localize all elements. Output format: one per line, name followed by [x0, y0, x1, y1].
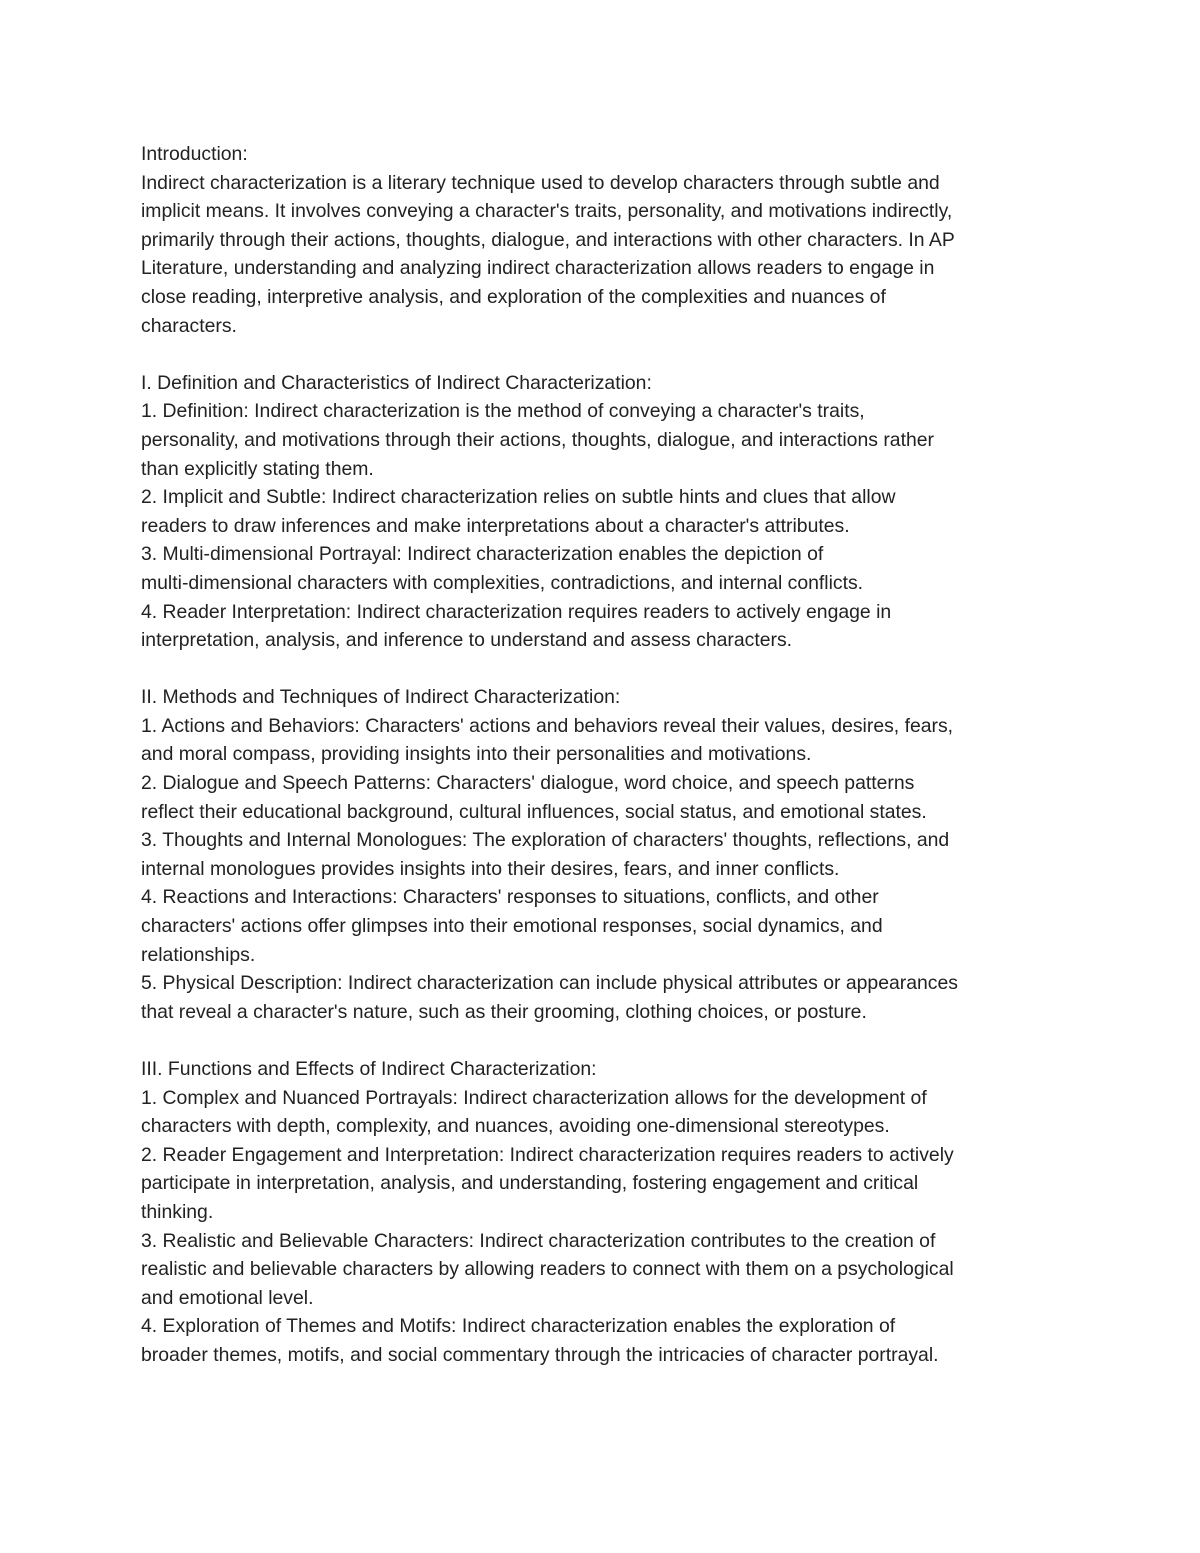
section-3-line: participate in interpretation, analysis, and understanding, fostering engagement and critical [141, 1172, 919, 1195]
section-3-line: realistic and believable characters by allowing readers to connect with them on a psychological [141, 1258, 954, 1281]
section-2-line: characters' actions offer glimpses into their emotional responses, social dynamics, and [141, 915, 883, 938]
section-2-line: 2. Dialogue and Speech Patterns: Characters' dialogue, word choice, and speech patterns [141, 772, 915, 795]
section-1-line: personality, and motivations through their actions, thoughts, dialogue, and interactions rather [141, 428, 934, 451]
section-2-line: reflect their educational background, cultural influences, social status, and emotional states. [141, 800, 927, 823]
section-3-line: broader themes, motifs, and social commentary through the intricacies of character portrayal. [141, 1343, 939, 1366]
paragraph-gap [141, 655, 1061, 684]
section-1-line: 1. Definition: Indirect characterization is the method of conveying a character's traits, [141, 400, 865, 423]
section-3-line: 1. Complex and Nuanced Portrayals: Indirect characterization allows for the development of [141, 1086, 927, 1109]
section-2-heading: II. Methods and Techniques of Indirect Characterization: [141, 686, 621, 709]
section-1-line: 4. Reader Interpretation: Indirect characterization requires readers to actively engage in [141, 600, 892, 623]
section-2-line: relationships. [141, 943, 256, 966]
section-2-line: 3. Thoughts and Internal Monologues: The exploration of characters' thoughts, reflections, and [141, 829, 950, 852]
section-2-line: 4. Reactions and Interactions: Characters' responses to situations, conflicts, and other [141, 886, 879, 909]
section-3-line: and emotional level. [141, 1286, 314, 1309]
section-2-line: 1. Actions and Behaviors: Characters' actions and behaviors reveal their values, desires, fears, [141, 714, 954, 737]
section-3-line: 4. Exploration of Themes and Motifs: Indirect characterization enables the exploration of [141, 1315, 896, 1338]
section-3-line: 2. Reader Engagement and Interpretation: Indirect characterization requires readers to actively [141, 1143, 954, 1166]
section-3-line: 3. Realistic and Believable Characters: Indirect characterization contributes to the creation of [141, 1229, 936, 1252]
section-1-heading: I. Definition and Characteristics of Indirect Characterization: [141, 371, 652, 394]
intro-line: Indirect characterization is a literary technique used to develop characters through subtle and [141, 171, 940, 194]
intro-line: primarily through their actions, thoughts, dialogue, and interactions with other characters. In AP [141, 228, 955, 251]
intro-line: Literature, understanding and analyzing indirect characterization allows readers to engage in [141, 257, 935, 280]
section-1-line: 2. Implicit and Subtle: Indirect characterization relies on subtle hints and clues that allow [141, 486, 896, 509]
section-3-line: characters with depth, complexity, and nuances, avoiding one-dimensional stereotypes. [141, 1115, 890, 1138]
section-2-line: internal monologues provides insights into their desires, fears, and inner conflicts. [141, 857, 840, 880]
paragraph-gap [141, 340, 1061, 369]
intro-heading: Introduction: [141, 143, 248, 165]
intro-line: characters. [141, 314, 237, 337]
intro-line: implicit means. It involves conveying a character's traits, personality, and motivations indirectly, [141, 200, 953, 223]
document-body [141, 140, 1061, 1370]
section-1-line: readers to draw inferences and make interpretations about a character's attributes. [141, 514, 850, 537]
section-1-line: multi-dimensional characters with complexities, contradictions, and internal conflicts. [141, 571, 864, 594]
section-3-line: thinking. [141, 1200, 214, 1223]
section-1-line: interpretation, analysis, and inference to understand and assess characters. [141, 629, 793, 652]
paragraph-gap [141, 1026, 1061, 1055]
section-2-line: and moral compass, providing insights into their personalities and motivations. [141, 743, 812, 766]
intro-line: close reading, interpretive analysis, and exploration of the complexities and nuances of [141, 285, 886, 308]
section-1-line: 3. Multi-dimensional Portrayal: Indirect characterization enables the depiction of [141, 543, 824, 566]
section-3-heading: III. Functions and Effects of Indirect Characterization: [141, 1058, 597, 1080]
section-2-line: that reveal a character's nature, such as their grooming, clothing choices, or posture. [141, 1000, 867, 1023]
section-1-line: than explicitly stating them. [141, 457, 374, 480]
section-2-line: 5. Physical Description: Indirect characterization can include physical attributes or appearances [141, 972, 958, 995]
